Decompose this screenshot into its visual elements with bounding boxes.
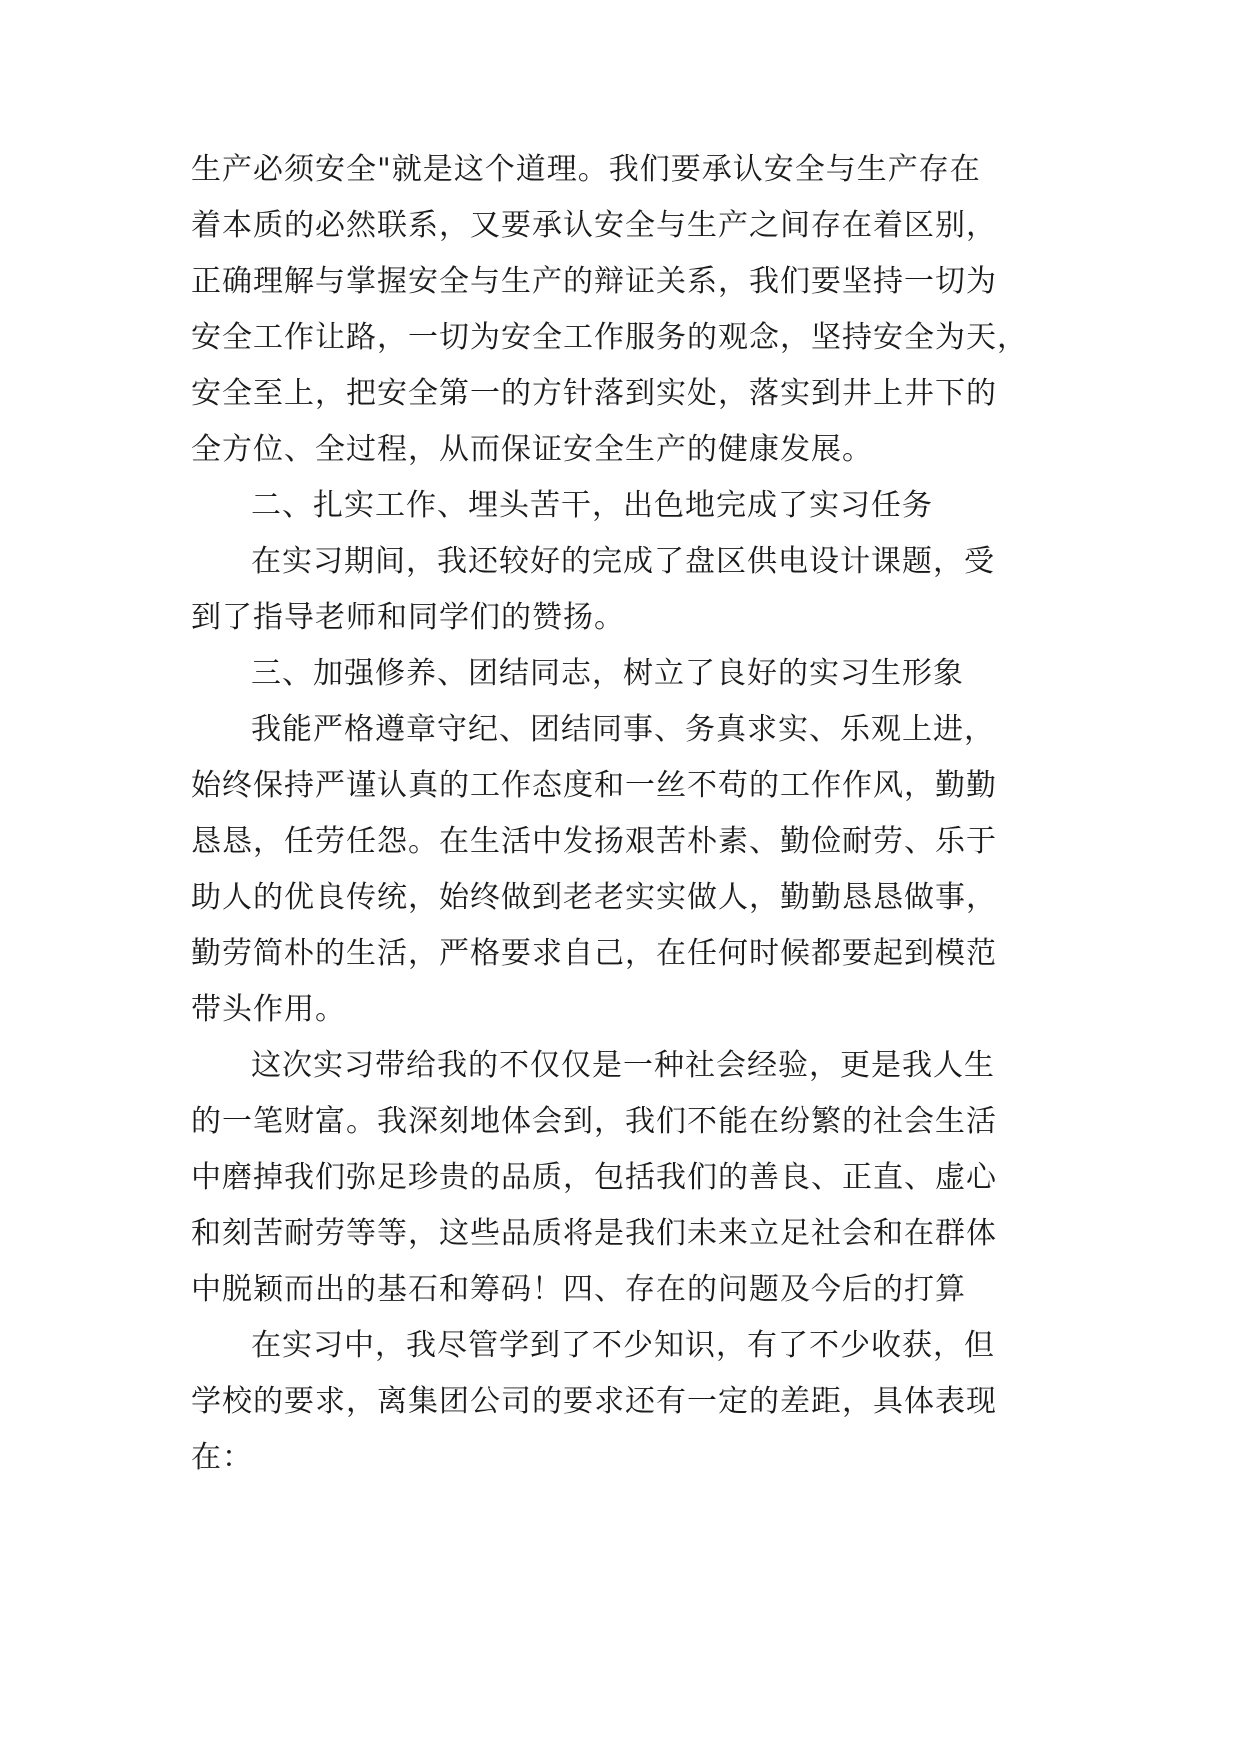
- text-line: 在实习期间，我还较好的完成了盘区供电设计课题，受: [251, 544, 995, 579]
- text-line: 着本质的必然联系，又要承认安全与生产之间存在着区别，: [191, 208, 997, 243]
- text-line: 和刻苦耐劳等等，这些品质将是我们未来立足社会和在群体: [191, 1216, 997, 1251]
- text-line: 这次实习带给我的不仅仅是一种社会经验，更是我人生: [251, 1048, 995, 1083]
- text-line: 学校的要求，离集团公司的要求还有一定的差距，具体表现: [191, 1384, 997, 1419]
- text-line: 到了指导老师和同学们的赞扬。: [191, 600, 625, 635]
- section-heading: 三、加强修养、团结同志，树立了良好的实习生形象: [251, 656, 964, 691]
- text-line: 恳恳，任劳任怨。在生活中发扬艰苦朴素、勤俭耐劳、乐于: [191, 824, 997, 859]
- text-line: 在实习中，我尽管学到了不少知识，有了不少收获，但: [251, 1328, 995, 1363]
- text-line: 的一笔财富。我深刻地体会到，我们不能在纷繁的社会生活: [191, 1104, 997, 1139]
- text-line: 勤劳简朴的生活，严格要求自己，在任何时候都要起到模范: [191, 936, 997, 971]
- text-line: 在：: [191, 1440, 253, 1475]
- text-line: 安全至上，把安全第一的方针落到实处，落实到井上井下的: [191, 376, 997, 411]
- text-line: 生产必须安全"就是这个道理。我们要承认安全与生产存在: [191, 152, 981, 187]
- text-line: 我能严格遵章守纪、团结同事、务真求实、乐观上进，: [251, 712, 995, 747]
- text-line: 带头作用。: [191, 992, 346, 1027]
- text-line: 中脱颖而出的基石和筹码！四、存在的问题及今后的打算: [191, 1272, 966, 1307]
- section-heading: 二、扎实工作、埋头苦干，出色地完成了实习任务: [251, 488, 933, 523]
- text-line: 始终保持严谨认真的工作态度和一丝不苟的工作作风，勤勤: [191, 768, 997, 803]
- text-line: 安全工作让路，一切为安全工作服务的观念，坚持安全为天，: [191, 320, 1028, 355]
- text-line: 中磨掉我们弥足珍贵的品质，包括我们的善良、正直、虚心: [191, 1160, 997, 1195]
- text-line: 正确理解与掌握安全与生产的辩证关系，我们要坚持一切为: [191, 264, 997, 299]
- text-line: 全方位、全过程，从而保证安全生产的健康发展。: [191, 432, 873, 467]
- text-line: 助人的优良传统，始终做到老老实实做人，勤勤恳恳做事，: [191, 880, 997, 915]
